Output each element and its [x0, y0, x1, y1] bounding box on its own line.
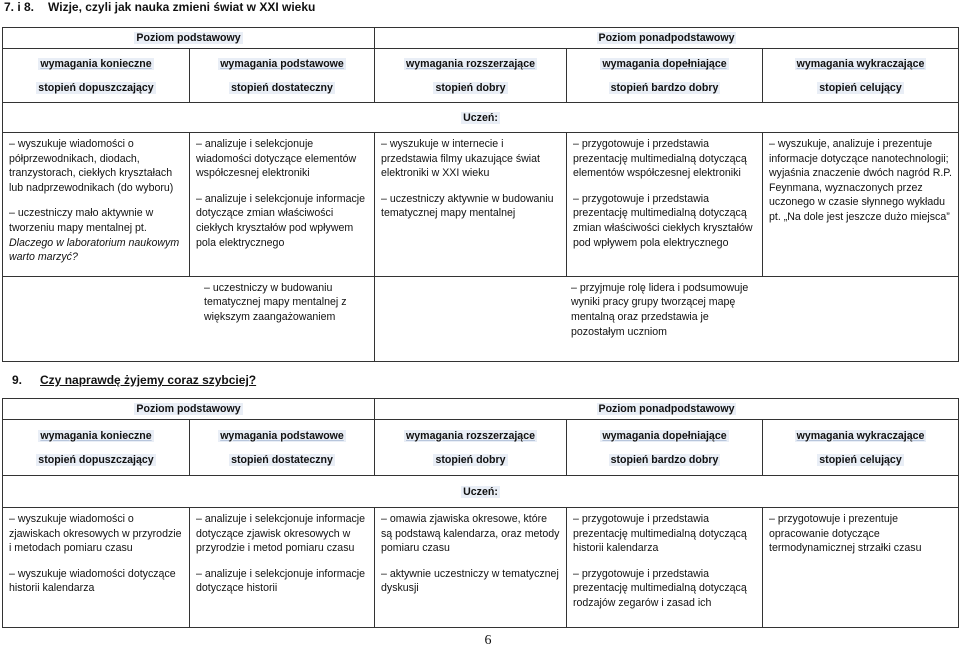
table2-cell-supplementary [567, 508, 763, 628]
table2-cell-extended [375, 508, 567, 628]
req-basic-header: wymagania podstawowe stopień dostateczny [190, 420, 375, 476]
table1-col1-item: – uczestniczy mało aktywnie w tworzeniu mapy mentalnej pt. [9, 207, 154, 234]
table1-col2-item: – analizuje i selekcjonuje wiadomości dotyczące elementów współczesnej elektroniki [196, 138, 357, 180]
req-supplementary-header: wymagania dopełniające stopień bardzo dobry [567, 420, 763, 476]
section-2-number: 9. [12, 373, 23, 387]
requirements-table-1 [2, 27, 959, 362]
table1-row2-basic-text: – uczestniczy w budowaniu tematycznej mapy mentalnej z większym zaangażowaniem [204, 281, 347, 323]
table2-col4-item: – przygotowuje i przedstawia prezentację multimedialną dotyczącą rodzajów zegarów i zasad ich [573, 567, 747, 609]
level-basic-header: Poziom podstawowy [3, 399, 375, 420]
table1-col3-item: – wyszukuje w internecie i przedstawia filmy ukazujące świat elektroniki w XXI wieku [381, 138, 540, 180]
req-necessary-header: wymagania konieczne stopień dopuszczający [3, 49, 190, 103]
section-1-heading: Wizje, czyli jak nauka zmieni świat w XXI wieku [48, 0, 316, 14]
table1-col2-item: – analizuje i selekcjonuje informacje dotyczące zmian właściwości ciekłych kryształów pod wpływem pola elektrycznego [196, 192, 366, 249]
table1-cell-basic [190, 133, 375, 277]
req-extended-header: wymagania rozszerzające stopień dobry [375, 49, 567, 103]
table2-col2-item: – analizuje i selekcjonuje informacje dotyczące historii [196, 567, 366, 595]
table2-col2-item: – analizuje i selekcjonuje informacje dotyczące zjawisk okresowych w przyrodzie i metod pomiaru czasu [196, 513, 366, 555]
table2-col5-item: – przygotowuje i prezentuje opracowanie dotyczące termodynamicznej strzałki czasu [769, 513, 922, 555]
table2-col4-item: – przygotowuje i przedstawia prezentację multimedialną dotyczącą historii kalendarza [573, 513, 747, 555]
table1-col1-item: – wyszukuje wiadomości o półprzewodnikach, diodach, tranzystorach, ciekłych kryształach lub nadprzewodnikach (do wyboru) [9, 138, 174, 194]
table1-cell-exceeding [763, 133, 959, 277]
requirements-table-2 [2, 398, 959, 628]
req-basic-header: wymagania podstawowe stopień dostateczny [190, 49, 375, 103]
table2-cell-necessary [3, 508, 190, 628]
table2-cell-basic [190, 508, 375, 628]
table1-col3-item: – uczestniczy aktywnie w budowaniu tematycznej mapy mentalnej [381, 192, 554, 220]
table1-cell-necessary [3, 133, 190, 277]
level-advanced-header: Poziom ponadpodstawowy [375, 28, 959, 49]
section-1-title [4, 0, 315, 14]
table2-col1-item: – wyszukuje wiadomości dotyczące historii kalendarza [9, 567, 176, 595]
table1-row2-advanced [375, 276, 959, 361]
req-exceeding-header: wymagania wykraczające stopień celujący [763, 420, 959, 476]
page-number: 6 [484, 633, 492, 648]
table1-col5-item: – wyszukuje, analizuje i prezentuje informacje dotyczące nanotechnologii; wyjaśnia znaczenie dwóch nagród R.P. Feynmana, wyznaczonych przez uczonego w czasie słynnego wykładu pt. „Na dole jest jeszcze dużo miejsca” [769, 138, 952, 223]
table2-col3-item: – omawia zjawiska okresowe, które są podstawą kalendarza, oraz metody pomiaru czasu [381, 513, 560, 555]
table2-col1-item: – wyszukuje wiadomości o zjawiskach okresowych w przyrodzie i metodach pomiaru czasu [9, 513, 182, 555]
student-header: Uczeń: [3, 103, 959, 133]
table1-cell-supplementary [567, 133, 763, 277]
level-advanced-header: Poziom ponadpodstawowy [375, 399, 959, 420]
student-header: Uczeń: [3, 476, 959, 508]
req-extended-header: wymagania rozszerzające stopień dobry [375, 420, 567, 476]
req-necessary-header: wymagania konieczne stopień dopuszczający [3, 420, 190, 476]
section-1-number: 7. i 8. [4, 0, 35, 14]
table2-cell-exceeding [763, 508, 959, 628]
table1-col1-item: Dlaczego w laboratorium naukowym warto marzyć? [9, 236, 180, 264]
table1-col4-item: – przygotowuje i przedstawia prezentację multimedialną dotyczącą elementów współczesnej elektroniki [573, 138, 747, 180]
table1-cell-extended [375, 133, 567, 277]
table2-col3-item: – aktywnie uczestniczy w tematycznej dyskusji [381, 567, 559, 595]
table1-row2-basic [3, 276, 375, 361]
table1-row2-advanced-text: – przyjmuje rolę lidera i podsumowuje wyniki pracy grupy tworzącej mapę mentalną oraz przedstawia je pozostałym uczniom [571, 281, 749, 338]
level-basic-header: Poziom podstawowy [3, 28, 375, 49]
table1-col4-item: – przygotowuje i przedstawia prezentację multimedialną dotyczącą zmian właściwości ciekłych kryształów pod wpływem pola elektrycznego [573, 192, 753, 249]
req-supplementary-header: wymagania dopełniające stopień bardzo dobry [567, 49, 763, 103]
section-2-title [12, 373, 256, 387]
req-exceeding-header: wymagania wykraczające stopień celujący [763, 49, 959, 103]
section-2-heading: Czy naprawdę żyjemy coraz szybciej? [40, 373, 257, 387]
